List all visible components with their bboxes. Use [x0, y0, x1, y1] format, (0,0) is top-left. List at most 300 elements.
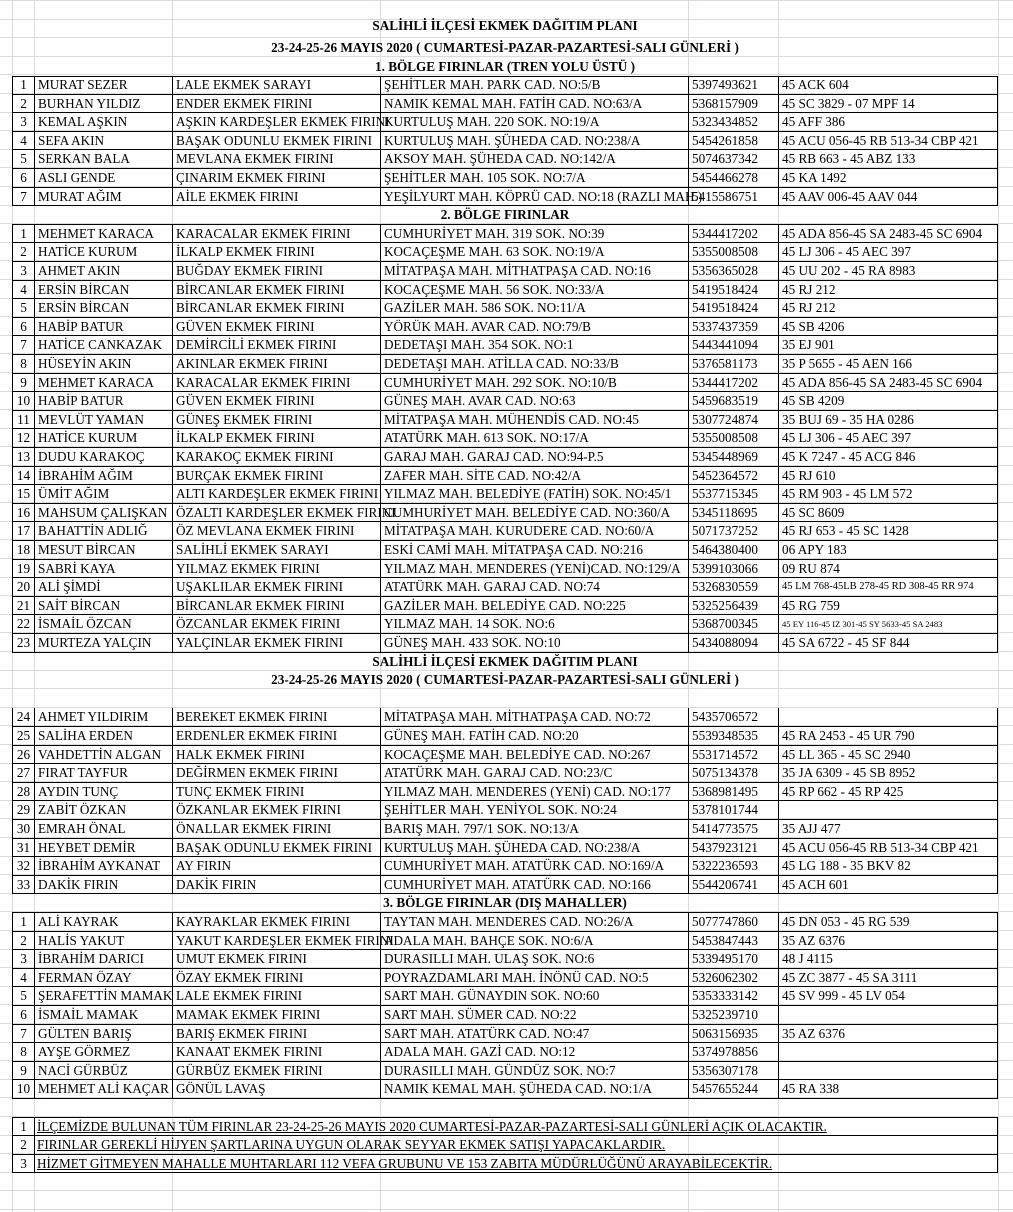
vehicle-plates: 45 LJ 306 - 45 AEC 397 [778, 243, 998, 261]
person-name: HÜSEYİN AKIN [34, 355, 172, 373]
person-name: FIRAT TAYFUR [34, 764, 172, 782]
vehicle-plates: 35 AZ 6376 [778, 932, 998, 950]
row-number: 8 [12, 355, 34, 373]
vehicle-plates: 35 EJ 901 [778, 336, 998, 354]
phone: 5355008508 [688, 429, 778, 447]
row-number: 1 [12, 225, 34, 243]
address: SART MAH. GÜNAYDIN SOK. NO:60 [380, 987, 688, 1005]
table-row [12, 150, 998, 169]
note-number: 2 [12, 1136, 34, 1154]
person-name: İBRAHİM AĞIM [34, 467, 172, 485]
table-row [12, 597, 998, 616]
address: SART MAH. SÜMER CAD. NO:22 [380, 1006, 688, 1024]
vehicle-plates: 48 J 4115 [778, 950, 998, 968]
note-text: FIRINLAR GEREKLİ HİJYEN ŞARTLARINA UYGUN OLARAK SEYYAR EKMEK SATIŞI YAPACAKLARDIR. [37, 1137, 666, 1153]
person-name: AHMET AKIN [34, 262, 172, 280]
table-row [12, 374, 998, 393]
address: MİTATPAŞA MAH. MİTHATPAŞA CAD. NO:72 [380, 708, 688, 726]
table-row [12, 932, 998, 951]
person-name: SAİT BİRCAN [34, 597, 172, 615]
bakery-name: AY FIRIN [172, 857, 380, 875]
row-number: 5 [12, 987, 34, 1005]
person-name: MURAT AĞIM [34, 188, 172, 206]
row-number: 1 [12, 76, 34, 94]
bakery-name: DAKİK FIRIN [172, 876, 380, 894]
vehicle-plates: 45 RJ 212 [778, 299, 998, 317]
table-row [12, 95, 998, 114]
address: YILMAZ MAH. MENDERES (YENİ)CAD. NO:129/A [380, 560, 688, 578]
bakery-name: AKINLAR EKMEK FIRINI [172, 355, 380, 373]
phone: 5419518424 [688, 281, 778, 299]
phone: 5435706572 [688, 708, 778, 726]
page-title: SALİHLİ İLÇESİ EKMEK DAĞITIM PLANI [372, 18, 638, 33]
bakery-name: GÜNEŞ EKMEK FIRINI [172, 411, 380, 429]
person-name: İSMAİL MAMAK [34, 1006, 172, 1024]
vehicle-plates: 45 SC 3829 - 07 MPF 14 [778, 95, 998, 113]
vehicle-plates: 45 ZC 3877 - 45 SA 3111 [778, 969, 998, 987]
row-number: 14 [12, 467, 34, 485]
person-name: İBRAHİM AYKANAT [34, 857, 172, 875]
person-name: SERKAN BALA [34, 150, 172, 168]
person-name: HATİCE CANKAZAK [34, 336, 172, 354]
person-name: HABİP BATUR [34, 318, 172, 336]
bakery-name: BİRCANLAR EKMEK FIRINI [172, 597, 380, 615]
row-number: 21 [12, 597, 34, 615]
phone: 5344417202 [688, 225, 778, 243]
section-region-3: 3. BÖLGE FIRINLAR (DIŞ MAHALLER) [12, 894, 998, 913]
table-row [12, 299, 998, 318]
row-number: 4 [12, 132, 34, 150]
vehicle-plates: 45 EY 116-45 IZ 301-45 SY 5633-45 SA 2483 [778, 615, 998, 633]
person-name: HATİCE KURUM [34, 429, 172, 447]
person-name: İBRAHİM DARICI [34, 950, 172, 968]
bakery-name: İLKALP EKMEK FIRINI [172, 429, 380, 447]
table-row [12, 281, 998, 300]
page-subtitle: 23-24-25-26 MAYIS 2020 ( CUMARTESİ-PAZAR-PAZARTESİ-SALI GÜNLERİ ) [271, 40, 739, 55]
vehicle-plates: 45 RG 759 [778, 597, 998, 615]
row-number: 23 [12, 634, 34, 652]
phone: 5374978856 [688, 1043, 778, 1061]
table-row [12, 262, 998, 281]
table-row [12, 485, 998, 504]
row-number: 11 [12, 411, 34, 429]
phone: 5325256439 [688, 597, 778, 615]
bakery-name: İLKALP EKMEK FIRINI [172, 243, 380, 261]
vehicle-plates [778, 1062, 998, 1080]
bakery-name: YILMAZ EKMEK FIRINI [172, 560, 380, 578]
bakery-name: KARAKOÇ EKMEK FIRINI [172, 448, 380, 466]
row-number: 5 [12, 150, 34, 168]
bakery-name: ERDENLER EKMEK FIRINI [172, 727, 380, 745]
table-row [12, 448, 998, 467]
phone: 5355008508 [688, 243, 778, 261]
table-row [12, 1080, 998, 1099]
bakery-name: AİLE EKMEK FIRINI [172, 188, 380, 206]
table-row [12, 225, 998, 244]
person-name: BURHAN YILDIZ [34, 95, 172, 113]
row-number: 1 [12, 913, 34, 931]
address: SART MAH. ATATÜRK CAD. NO:47 [380, 1025, 688, 1043]
row-number: 27 [12, 764, 34, 782]
address: ŞEHİTLER MAH. YENİYOL SOK. NO:24 [380, 801, 688, 819]
person-name: ZABİT ÖZKAN [34, 801, 172, 819]
table-row [12, 429, 998, 448]
table-row [12, 634, 998, 653]
person-name: HALİS YAKUT [34, 932, 172, 950]
row-number: 2 [12, 932, 34, 950]
person-name: AHMET YILDIRIM [34, 708, 172, 726]
address: CUMHURİYET MAH. ATATÜRK CAD. NO:169/A [380, 857, 688, 875]
vehicle-plates: 45 RP 662 - 45 RP 425 [778, 783, 998, 801]
table-row [12, 913, 998, 932]
table-row [12, 950, 998, 969]
address: AKSOY MAH. ŞÜHEDA CAD. NO:142/A [380, 150, 688, 168]
vehicle-plates: 45 LJ 306 - 45 AEC 397 [778, 429, 998, 447]
table-row [12, 560, 998, 579]
person-name: GÜLTEN BARIŞ [34, 1025, 172, 1043]
bakery-name: HALK EKMEK FIRINI [172, 746, 380, 764]
phone: 5077747860 [688, 913, 778, 931]
address: CUMHURİYET MAH. 292 SOK. NO:10/B [380, 374, 688, 392]
address: KURTULUŞ MAH. ŞÜHEDA CAD. NO:238/A [380, 132, 688, 150]
bakery-name: KARACALAR EKMEK FIRINI [172, 374, 380, 392]
vehicle-plates: 45 LL 365 - 45 SC 2940 [778, 746, 998, 764]
address: DEDETAŞI MAH. 354 SOK. NO:1 [380, 336, 688, 354]
row-number: 9 [12, 374, 34, 392]
bakery-name: DEĞİRMEN EKMEK FIRINI [172, 764, 380, 782]
row-number: 33 [12, 876, 34, 894]
person-name: MAHSUM ÇALIŞKAN [34, 504, 172, 522]
phone: 5071737252 [688, 522, 778, 540]
vehicle-plates: 45 AFF 386 [778, 113, 998, 131]
table-row [12, 336, 998, 355]
bakery-name: UMUT EKMEK FIRINI [172, 950, 380, 968]
person-name: MEHMET KARACA [34, 225, 172, 243]
address: YILMAZ MAH. MENDERES (YENİ) CAD. NO:177 [380, 783, 688, 801]
phone: 5326830559 [688, 578, 778, 596]
table-row [12, 411, 998, 430]
notes-outline [12, 1117, 998, 1174]
phone: 5464380400 [688, 541, 778, 559]
gridline [0, 37, 1013, 38]
table-row [12, 76, 998, 95]
phone: 5337437359 [688, 318, 778, 336]
phone: 5368700345 [688, 615, 778, 633]
row-number: 7 [12, 336, 34, 354]
note-number: 3 [12, 1155, 34, 1173]
vehicle-plates: 45 K 7247 - 45 ACG 846 [778, 448, 998, 466]
gridline [0, 1190, 1013, 1191]
address: MİTATPAŞA MAH. KURUDERE CAD. NO:60/A [380, 522, 688, 540]
vehicle-plates [778, 801, 998, 819]
person-name: SABRİ KAYA [34, 560, 172, 578]
bakery-name: BAŞAK ODUNLU EKMEK FIRINI [172, 132, 380, 150]
phone: 5399103066 [688, 560, 778, 578]
row-number: 30 [12, 820, 34, 838]
person-name: SEFA AKIN [34, 132, 172, 150]
person-name: NACİ GÜRBÜZ [34, 1062, 172, 1080]
table-row [12, 764, 998, 783]
page-title-repeat: SALİHLİ İLÇESİ EKMEK DAĞITIM PLANI [372, 653, 638, 669]
phone: 5454261858 [688, 132, 778, 150]
address: BARIŞ MAH. 797/1 SOK. NO:13/A [380, 820, 688, 838]
address: GÜNEŞ MAH. AVAR CAD. NO:63 [380, 392, 688, 410]
table-row [12, 727, 998, 746]
vehicle-plates: 45 RJ 212 [778, 281, 998, 299]
table-row [12, 783, 998, 802]
row-number: 7 [12, 188, 34, 206]
row-number: 10 [12, 392, 34, 410]
phone: 5353333142 [688, 987, 778, 1005]
table-row [12, 578, 998, 597]
address: MİTATPAŞA MAH. MİTHATPAŞA CAD. NO:16 [380, 262, 688, 280]
row-number: 26 [12, 746, 34, 764]
row-number: 2 [12, 243, 34, 261]
bakery-name: KARACALAR EKMEK FIRINI [172, 225, 380, 243]
phone: 5434088094 [688, 634, 778, 652]
address: GARAJ MAH. GARAJ CAD. NO:94-P.5 [380, 448, 688, 466]
table-row [12, 839, 998, 858]
address: POYRAZDAMLARI MAH. İNÖNÜ CAD. NO:5 [380, 969, 688, 987]
phone: 5415586751 [688, 188, 778, 206]
address: KURTULUŞ MAH. 220 SOK. NO:19/A [380, 113, 688, 131]
row-number: 19 [12, 560, 34, 578]
vehicle-plates: 35 P 5655 - 45 AEN 166 [778, 355, 998, 373]
vehicle-plates: 45 SB 4209 [778, 392, 998, 410]
person-name: MURAT SEZER [34, 76, 172, 94]
phone: 5368981495 [688, 783, 778, 801]
row-number: 13 [12, 448, 34, 466]
section-region-2: 2. BÖLGE FIRINLAR [12, 206, 998, 225]
vehicle-plates: 06 APY 183 [778, 541, 998, 559]
address: KURTULUŞ MAH. ŞÜHEDA CAD. NO:238/A [380, 839, 688, 857]
phone: 5453847443 [688, 932, 778, 950]
table-row [12, 876, 998, 895]
vehicle-plates [778, 1006, 998, 1024]
address: GAZİLER MAH. 586 SOK. NO:11/A [380, 299, 688, 317]
address: DURASILLI MAH. GÜNDÜZ SOK. NO:7 [380, 1062, 688, 1080]
table-row [12, 615, 998, 634]
row-number: 7 [12, 1025, 34, 1043]
row-number: 6 [12, 169, 34, 187]
row-number: 4 [12, 969, 34, 987]
table-row [12, 1025, 998, 1044]
vehicle-plates: 45 LG 188 - 35 BKV 82 [778, 857, 998, 875]
address: NAMIK KEMAL MAH. FATİH CAD. NO:63/A [380, 95, 688, 113]
vehicle-plates: 45 ACH 601 [778, 876, 998, 894]
table-row [12, 1006, 998, 1025]
phone: 5537715345 [688, 485, 778, 503]
phone: 5322236593 [688, 857, 778, 875]
address: ADALA MAH. BAHÇE SOK. NO:6/A [380, 932, 688, 950]
row-number: 18 [12, 541, 34, 559]
phone: 5419518424 [688, 299, 778, 317]
vehicle-plates: 45 SB 4206 [778, 318, 998, 336]
table-row [12, 820, 998, 839]
row-number: 15 [12, 485, 34, 503]
bakery-name: BAŞAK ODUNLU EKMEK FIRINI [172, 839, 380, 857]
row-number: 17 [12, 522, 34, 540]
person-name: HEYBET DEMİR [34, 839, 172, 857]
phone: 5339495170 [688, 950, 778, 968]
phone: 5454466278 [688, 169, 778, 187]
row-number: 29 [12, 801, 34, 819]
row-number: 31 [12, 839, 34, 857]
table-row [12, 355, 998, 374]
vehicle-plates: 45 SC 8609 [778, 504, 998, 522]
bakery-name: ÖZKANLAR EKMEK FIRINI [172, 801, 380, 819]
table-row [12, 467, 998, 486]
note-number: 1 [12, 1118, 34, 1136]
phone: 5414773575 [688, 820, 778, 838]
vehicle-plates [778, 708, 998, 726]
vehicle-plates: 45 DN 053 - 45 RG 539 [778, 913, 998, 931]
row-number: 3 [12, 950, 34, 968]
table-row [12, 392, 998, 411]
phone: 5378101744 [688, 801, 778, 819]
person-name: ASLI GENDE [34, 169, 172, 187]
table-row [12, 318, 998, 337]
row-number: 9 [12, 1062, 34, 1080]
bakery-name: BEREKET EKMEK FIRINI [172, 708, 380, 726]
bakery-name: ÖZAY EKMEK FIRINI [172, 969, 380, 987]
vehicle-plates: 45 RM 903 - 45 LM 572 [778, 485, 998, 503]
address: ATATÜRK MAH. 613 SOK. NO:17/A [380, 429, 688, 447]
bakery-name: DEMİRCİLİ EKMEK FIRINI [172, 336, 380, 354]
note-text: HİZMET GİTMEYEN MAHALLE MUHTARLARI 112 VEFA GRUBUNU VE 153 ZABITA MÜDÜRLÜĞÜNÜ ARAYABİLECEKTİR. [37, 1155, 773, 1171]
table-row [12, 169, 998, 188]
table-row [12, 1043, 998, 1062]
person-name: ŞERAFETTİN MAMAK [34, 987, 172, 1005]
bakery-name: LALE EKMEK SARAYI [172, 76, 380, 94]
address: GAZİLER MAH. BELEDİYE CAD. NO:225 [380, 597, 688, 615]
bakery-name: UŞAKLILAR EKMEK FIRINI [172, 578, 380, 596]
person-name: DAKİK FIRIN [34, 876, 172, 894]
vehicle-plates: 45 UU 202 - 45 RA 8983 [778, 262, 998, 280]
bakery-name: KANAAT EKMEK FIRINI [172, 1043, 380, 1061]
person-name: ALİ ŞİMDİ [34, 578, 172, 596]
person-name: ÜMİT AĞIM [34, 485, 172, 503]
vehicle-plates: 45 ACU 056-45 RB 513-34 CBP 421 [778, 132, 998, 150]
gridline [998, 0, 999, 1212]
person-name: HATİCE KURUM [34, 243, 172, 261]
table-row [12, 1062, 998, 1081]
vehicle-plates: 45 RA 2453 - 45 UR 790 [778, 727, 998, 745]
bakery-name: BİRCANLAR EKMEK FIRINI [172, 281, 380, 299]
table-row [12, 132, 998, 151]
table-row [12, 541, 998, 560]
phone: 5345118695 [688, 504, 778, 522]
person-name: FERMAN ÖZAY [34, 969, 172, 987]
table-row [12, 243, 998, 262]
note-text: İLÇEMİZDE BULUNAN TÜM FIRINLAR 23-24-25-26 MAYIS 2020 CUMARTESİ-PAZAR-PAZARTESİ-SALI GÜNLERİ AÇIK OLACAKTIR. [37, 1118, 827, 1134]
phone: 5531714572 [688, 746, 778, 764]
row-number: 6 [12, 1006, 34, 1024]
bakery-name: ALTI KARDEŞLER EKMEK FIRINI [172, 485, 380, 503]
table-row [12, 504, 998, 523]
vehicle-plates: 45 RJ 610 [778, 467, 998, 485]
vehicle-plates: 45 AAV 006-45 AAV 044 [778, 188, 998, 206]
bakery-name: SALİHLİ EKMEK SARAYI [172, 541, 380, 559]
bakery-name: KAYRAKLAR EKMEK FIRINI [172, 913, 380, 931]
gridline [0, 0, 1013, 1]
address: TAYTAN MAH. MENDERES CAD. NO:26/A [380, 913, 688, 931]
bakery-name: GÜRBÜZ EKMEK FIRINI [172, 1062, 380, 1080]
person-name: VAHDETTİN ALGAN [34, 746, 172, 764]
bakery-name: GÜVEN EKMEK FIRINI [172, 392, 380, 410]
phone: 5376581173 [688, 355, 778, 373]
table-row [12, 708, 998, 727]
vehicle-plates: 45 KA 1492 [778, 169, 998, 187]
gridline [0, 1209, 1013, 1210]
address: ZAFER MAH. SİTE CAD. NO:42/A [380, 467, 688, 485]
address: YÖRÜK MAH. AVAR CAD. NO:79/B [380, 318, 688, 336]
row-number: 2 [12, 95, 34, 113]
bakery-name: AŞKIN KARDEŞLER EKMEK FIRINI [172, 113, 380, 131]
vehicle-plates: 45 ACK 604 [778, 76, 998, 94]
phone: 5323434852 [688, 113, 778, 131]
table-row [12, 969, 998, 988]
bakery-name: ÇINARIM EKMEK FIRINI [172, 169, 380, 187]
person-name: DUDU KARAKOÇ [34, 448, 172, 466]
vehicle-plates: 09 RU 874 [778, 560, 998, 578]
person-name: AYDIN TUNÇ [34, 783, 172, 801]
row-number: 3 [12, 262, 34, 280]
section-region-1: 1. BÖLGE FIRINLAR (TREN YOLU ÜSTÜ ) [12, 58, 998, 77]
person-name: İSMAİL ÖZCAN [34, 615, 172, 633]
table-row [12, 746, 998, 765]
table-row [12, 801, 998, 820]
table-row [12, 987, 998, 1006]
phone: 5544206741 [688, 876, 778, 894]
bakery-name: ÖZ MEVLANA EKMEK FIRINI [172, 522, 380, 540]
phone: 5539348535 [688, 727, 778, 745]
address: YILMAZ MAH. BELEDİYE (FATİH) SOK. NO:45/1 [380, 485, 688, 503]
phone: 5457655244 [688, 1080, 778, 1098]
phone: 5307724874 [688, 411, 778, 429]
row-number: 32 [12, 857, 34, 875]
address: KOCAÇEŞME MAH. 63 SOK. NO:19/A [380, 243, 688, 261]
address: ADALA MAH. GAZİ CAD. NO:12 [380, 1043, 688, 1061]
table-row [12, 522, 998, 541]
person-name: MEHMET KARACA [34, 374, 172, 392]
bakery-name: ÖNALLAR EKMEK FIRINI [172, 820, 380, 838]
vehicle-plates: 45 RJ 653 - 45 SC 1428 [778, 522, 998, 540]
phone: 5459683519 [688, 392, 778, 410]
page-subtitle-repeat: 23-24-25-26 MAYIS 2020 ( CUMARTESİ-PAZAR-PAZARTESİ-SALI GÜNLERİ ) [271, 672, 739, 688]
row-number: 10 [12, 1080, 34, 1098]
bakery-name: GÖNÜL LAVAŞ [172, 1080, 380, 1098]
bakery-name: BARIŞ EKMEK FIRINI [172, 1025, 380, 1043]
bakery-name: YAKUT KARDEŞLER EKMEK FIRINI [172, 932, 380, 950]
person-name: SALİHA ERDEN [34, 727, 172, 745]
phone: 5368157909 [688, 95, 778, 113]
person-name: ERSİN BİRCAN [34, 281, 172, 299]
vehicle-plates: 45 ADA 856-45 SA 2483-45 SC 6904 [778, 225, 998, 243]
bakery-name: LALE EKMEK FIRINI [172, 987, 380, 1005]
address: KOCAÇEŞME MAH. 56 SOK. NO:33/A [380, 281, 688, 299]
row-number: 8 [12, 1043, 34, 1061]
row-number: 5 [12, 299, 34, 317]
row-number: 16 [12, 504, 34, 522]
address: ATATÜRK MAH. GARAJ CAD. NO:23/C [380, 764, 688, 782]
person-name: BAHATTİN ADLIĞ [34, 522, 172, 540]
person-name: MURTEZA YALÇIN [34, 634, 172, 652]
row-number: 6 [12, 318, 34, 336]
address: MİTATPAŞA MAH. MÜHENDİS CAD. NO:45 [380, 411, 688, 429]
person-name: MEVLÜT YAMAN [34, 411, 172, 429]
vehicle-plates: 45 ACU 056-45 RB 513-34 CBP 421 [778, 839, 998, 857]
